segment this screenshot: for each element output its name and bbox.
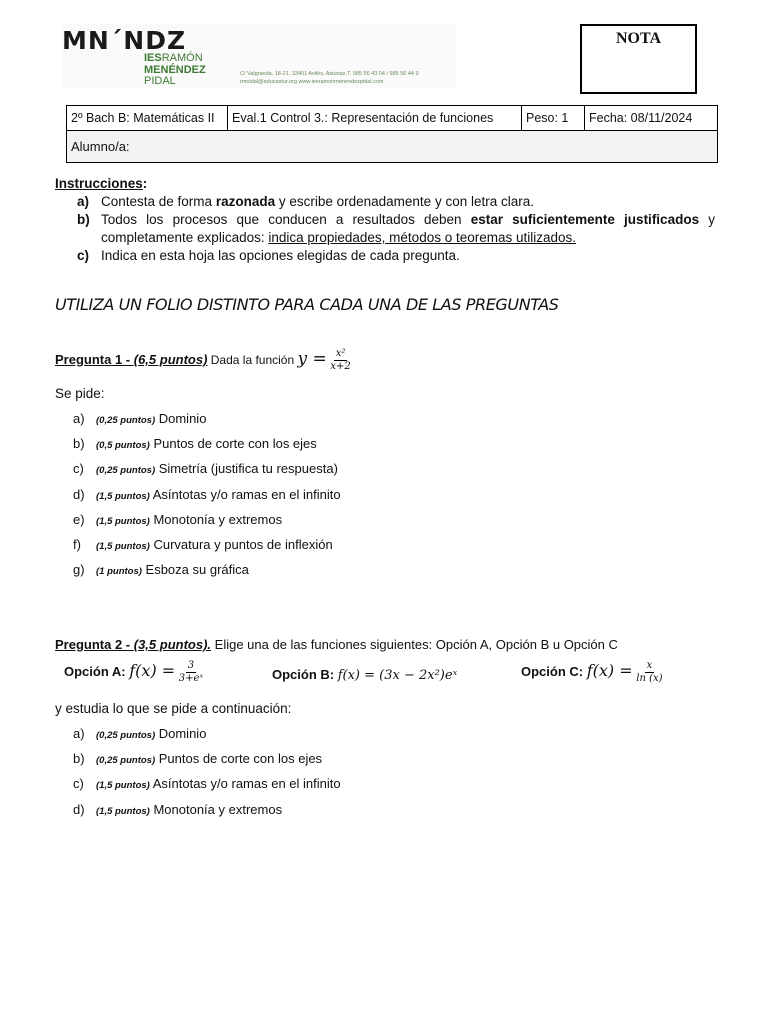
instruction-text: Indica en esta hoja las opciones elegidas de cada pregunta. [101,248,460,263]
item-points: (0,25 puntos) [96,465,156,476]
option-c-fraction [636,660,662,685]
folio-note: UTILIZA UN FOLIO DISTINTO PARA CADA UNA DE LAS PREGUNTAS [55,295,559,314]
item-label: b) [73,436,85,451]
instruction-text: Contesta de forma [101,194,216,209]
option-a-numerator: 3 [187,660,195,671]
instruction-bold: estar suficientemente justificados [470,212,700,227]
instructions-section: Instrucciones: a) Contesta de forma razonada y escribe ordenadamente y con letra clara. b) Todos los procesos que conducen a resultados deben estar suficientemente justificados y completamente explicados: indica propiedades, métodos o teoremas utilizados. c) Indica en esta hoja las opciones elegidas de cada pregunta. [55,176,715,263]
option-c-lhs: f(x) = [586,660,633,680]
q2-points: (3,5 puntos). [133,637,212,652]
grade-box [580,24,697,94]
item-label: d) [73,802,85,817]
q2-title: Pregunta 2 - [55,637,134,652]
item-points: (1,5 puntos) [96,491,150,502]
option-c [521,660,663,685]
instruction-item [55,193,715,211]
item-text: Dominio [155,411,207,426]
option-b-function: f(x) = (3x − 2x²)eˣ [337,668,458,683]
option-b-label: Opción B: [272,667,338,682]
item-text: Simetría (justifica tu respuesta) [155,461,338,476]
item-points: (0,25 puntos) [96,415,156,426]
item-label: f) [73,537,81,552]
option-c-denominator: ln (x) [636,673,663,684]
logo-ies: IES [144,52,162,64]
q1-function-fraction [330,348,350,373]
item-text: Asíntotas y/o ramas en el infinito [149,776,341,791]
logo-address [240,70,419,86]
option-a-lhs: f(x) = [129,660,176,680]
control-cell: Eval.1 Control 3.: Representación de funciones [228,106,522,131]
item-points: (1,5 puntos) [96,806,150,817]
item-label: d) [73,487,85,502]
logo-contact-line: rmoidal@educastur.org www.iesramonmenendezpidal.com [240,79,384,85]
item-text: Monotonía y extremos [149,512,283,527]
date-cell: Fecha: 08/11/2024 [585,106,718,131]
instruction-item [55,247,715,265]
instruction-text: Todos los procesos que conducen a resultados deben [101,212,471,227]
item-text: Monotonía y extremos [149,802,283,817]
q1-intro: Dada la función [207,352,298,367]
item-label: c) [73,461,84,476]
question-2-title [55,637,618,652]
instruction-text: y completamente explicados: [101,212,715,245]
logo-menendez: MENÉNDEZ [144,63,206,76]
instruction-label: c) [77,248,90,263]
option-b [272,667,457,683]
item-label: a) [73,726,85,741]
course-cell: 2º Bach B: Matemáticas II [67,106,228,131]
option-a [64,660,203,685]
question-1-title [55,348,351,373]
item-label: a) [73,411,85,426]
item-points: (1,5 puntos) [96,516,150,527]
item-text: Puntos de corte con los ejes [155,751,323,766]
q1-points: (6,5 puntos) [133,351,208,367]
item-label: c) [73,776,84,791]
weight-cell: Peso: 1 [522,106,585,131]
option-c-label: Opción C: [521,663,587,679]
item-label: g) [73,562,85,577]
logo-school-name [144,53,206,88]
logo-address-line: C/ Valgranda, 18-21. 33401 Avilés, Asturias T. 985 56 43 04 / 985 56 44 9 [240,71,419,77]
item-points: (1 puntos) [96,566,142,577]
item-label: e) [73,512,85,527]
grade-label: NOTA [615,30,662,47]
student-name-field[interactable]: Alumno/a: [67,131,718,163]
instructions-title: Instrucciones [55,176,143,191]
item-label: b) [73,751,85,766]
item-points: (0,5 puntos) [96,440,150,451]
option-a-denominator: 3+eˣ [178,673,204,684]
instruction-label: b) [77,212,90,227]
item-text: Dominio [155,726,207,741]
item-points: (1,5 puntos) [96,780,150,791]
exam-header-table [66,105,718,163]
q1-numerator: x² [335,348,346,359]
instruction-label: a) [77,194,90,209]
item-points: (0,25 puntos) [96,730,156,741]
q1-denominator: x+2 [330,361,351,372]
q2-intro: Elige una de las funciones siguientes: Opción A, Opción B u Opción C [211,637,618,652]
instruction-underlined: indica propiedades, métodos o teoremas utilizados. [268,230,577,245]
item-points: (0,25 puntos) [96,755,156,766]
option-a-fraction [179,660,203,685]
instruction-item [55,211,715,247]
logo-wordmark: MN´NDZ [62,26,187,55]
q1-title: Pregunta 1 - [55,351,134,367]
logo-ramon: RAMÓN [161,52,203,64]
item-text: Esboza su gráfica [141,562,249,577]
item-text: Curvatura y puntos de inflexión [149,537,333,552]
instruction-bold: razonada [215,194,276,209]
item-points: (1,5 puntos) [96,541,150,552]
instruction-text: y escribe ordenadamente y con letra clara. [275,194,534,209]
option-a-label: Opción A: [64,663,130,679]
q1-function-lhs: y = [297,348,327,369]
logo-pidal: PIDAL [144,75,176,87]
estudia-text: y estudia lo que se pide a continuación: [55,701,292,716]
se-pide: Se pide: [55,386,105,401]
item-text: Asíntotas y/o ramas en el infinito [149,487,341,502]
option-c-numerator: x [646,660,653,671]
item-text: Puntos de corte con los ejes [149,436,317,451]
